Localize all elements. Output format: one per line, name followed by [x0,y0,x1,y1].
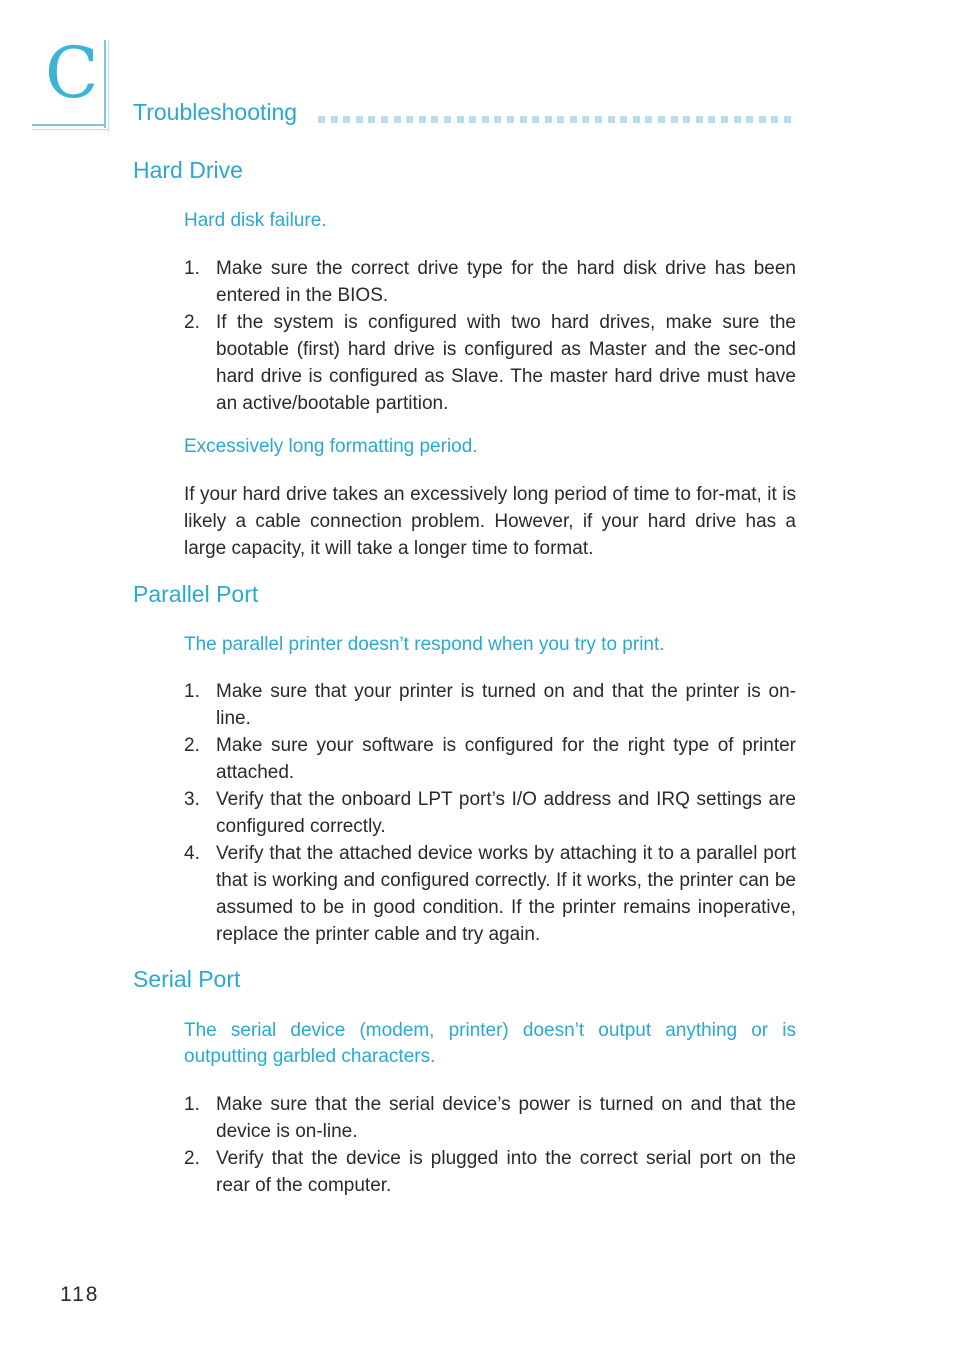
rule-dot [771,116,778,123]
item-text: Make sure that your printer is turned on and that the printer is on-line. [216,681,796,729]
frame-line [32,124,106,126]
rule-dot [406,116,413,123]
rule-dot [595,116,602,123]
subsection-heading: Hard disk failure. [184,210,327,231]
rule-dot [532,116,539,123]
rule-dot [708,116,715,123]
frame-line [104,40,106,128]
item-number: 1. [184,258,200,279]
item-text: Make sure your software is configured for the right type of printer attached. [216,735,796,783]
rule-dot [331,116,338,123]
rule-dot [570,116,577,123]
section-title-hard-drive: Hard Drive [133,157,243,183]
list-item [184,309,796,417]
rule-dot [507,116,514,123]
frame-line [108,40,109,132]
section-title-serial-port: Serial Port [133,966,241,992]
rule-dot [381,116,388,123]
item-number: 2. [184,735,200,756]
rule-dot [683,116,690,123]
rule-dot [482,116,489,123]
rule-dot [734,116,741,123]
rule-dot [318,116,325,123]
rule-dot [759,116,766,123]
list-item [184,840,796,948]
running-head: Troubleshooting [133,99,298,125]
item-number: 3. [184,789,200,810]
rule-dot [582,116,589,123]
item-text: If the system is configured with two hard drives, make sure the bootable (first) hard drive is configured as Master and the sec-ond hard drive is configured as Slave. The master hard drive must have an active/bootable partition. [216,312,796,414]
serial-port-list [184,1091,796,1199]
subsection-heading: The serial device (modem, printer) doesn’t output anything or is outputting garbled characters. [184,1020,796,1067]
rule-dot [746,116,753,123]
subsection-heading: Excessively long formatting period. [184,436,478,457]
rule-dot [620,116,627,123]
subsection-heading: The parallel printer doesn’t respond when you try to print. [184,634,665,655]
rule-dot [658,116,665,123]
rule-dot [494,116,501,123]
rule-dot [557,116,564,123]
item-number: 1. [184,681,200,702]
rule-dot [419,116,426,123]
item-number: 4. [184,843,200,864]
rule-dot [784,116,791,123]
rule-dot [469,116,476,123]
rule-dot [645,116,652,123]
rule-dot [671,116,678,123]
rule-dot [721,116,728,123]
list-item [184,1091,796,1145]
item-text: Verify that the onboard LPT port’s I/O address and IRQ settings are configured correctly. [216,789,796,837]
item-number: 2. [184,312,200,333]
rule-dot [431,116,438,123]
list-item [184,732,796,786]
item-text: Make sure that the serial device’s power is turned on and that the device is on-line. [216,1094,796,1142]
rule-dot [394,116,401,123]
dotted-rule [318,116,798,126]
rule-dot [696,116,703,123]
rule-dot [633,116,640,123]
rule-dot [343,116,350,123]
hard-disk-failure-list [184,255,796,417]
item-number: 2. [184,1148,200,1169]
rule-dot [444,116,451,123]
chapter-letter: C [45,32,99,114]
section-title-parallel-port: Parallel Port [133,581,259,607]
rule-dot [356,116,363,123]
rule-dot [545,116,552,123]
item-text: Make sure the correct drive type for the hard disk drive has been entered in the BIOS. [216,258,796,306]
page-number: 118 [60,1283,100,1306]
item-number: 1. [184,1094,200,1115]
paragraph: If your hard drive takes an excessively long period of time to for-mat, it is likely a cable connection problem. However, if your hard drive has a large capacity, it will take a longer time to format. [184,484,796,559]
list-item [184,1145,796,1199]
list-item [184,786,796,840]
list-item [184,255,796,309]
rule-dot [457,116,464,123]
rule-dot [608,116,615,123]
item-text: Verify that the attached device works by attaching it to a parallel port that is working and configured correctly. If it works, the printer can be assumed to be in good condition. If the printer remains inoperative, replace the printer cable and try again. [216,843,796,945]
rule-dot [520,116,527,123]
item-text: Verify that the device is plugged into the correct serial port on the rear of the computer. [216,1148,796,1196]
rule-dot [368,116,375,123]
list-item [184,678,796,732]
frame-line [32,129,109,130]
parallel-port-list [184,678,796,948]
